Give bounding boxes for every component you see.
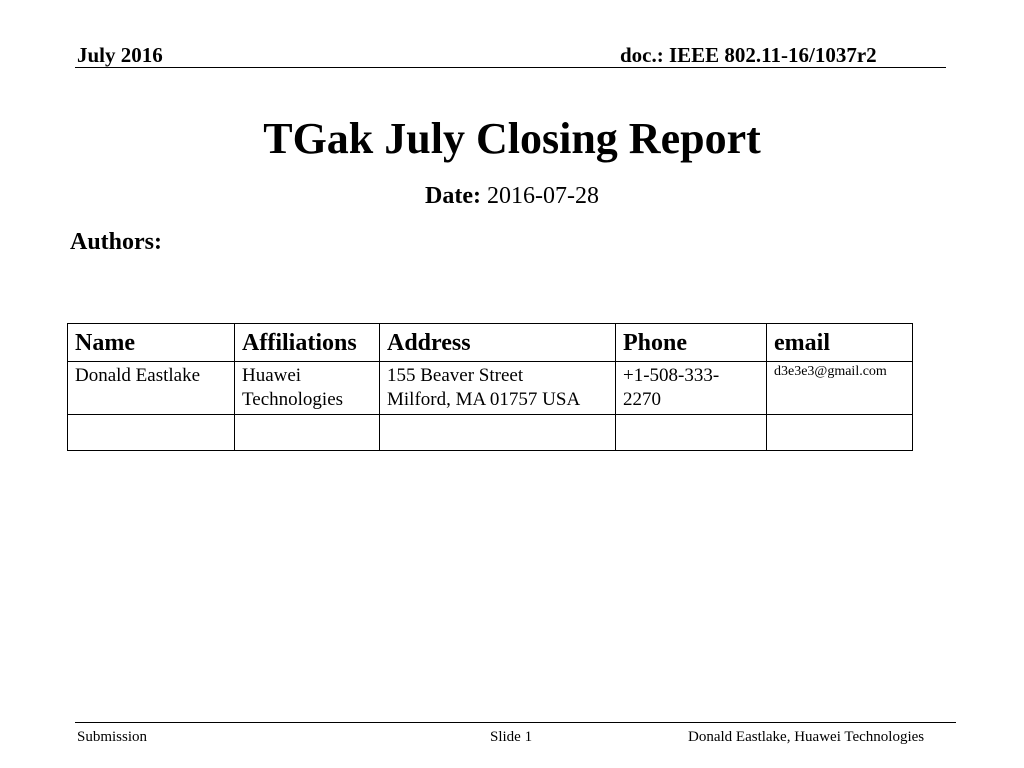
date-value: 2016-07-28	[486, 183, 599, 209]
column-header-address: Address	[380, 324, 616, 362]
table-header-row	[68, 324, 913, 362]
column-header-affiliations: Affiliations	[235, 324, 380, 362]
footer-slide-number: Slide 1	[490, 729, 533, 745]
footer-submission: Submission	[77, 729, 148, 745]
author-name-cell: Donald Eastlake	[68, 362, 235, 415]
header-date: July 2016	[77, 43, 163, 67]
footer-divider	[75, 722, 956, 723]
authors-table	[67, 323, 913, 451]
affiliation-line-1: Huawei	[242, 365, 302, 386]
authors-label: Authors:	[70, 229, 163, 255]
phone-line-2: 2270	[623, 389, 661, 410]
slide-title: TGak July Closing Report	[263, 114, 761, 163]
author-email-cell: d3e3e3@gmail.com	[767, 362, 913, 415]
author-phone-cell	[616, 362, 767, 415]
address-line-2: Milford, MA 01757 USA	[387, 389, 581, 410]
table-row	[68, 362, 913, 415]
column-header-name: Name	[68, 324, 235, 362]
address-line-1: 155 Beaver Street	[387, 365, 524, 386]
author-address-cell	[380, 362, 616, 415]
empty-cell	[68, 415, 235, 451]
header-divider	[75, 67, 946, 68]
empty-cell	[767, 415, 913, 451]
phone-line-1: +1-508-333-	[623, 365, 720, 386]
column-header-email: email	[767, 324, 913, 362]
table-row-empty	[68, 415, 913, 451]
footer-author: Donald Eastlake, Huawei Technologies	[688, 729, 925, 745]
affiliation-line-2: Technologies	[242, 389, 344, 410]
date-label: Date:	[425, 183, 481, 209]
empty-cell	[616, 415, 767, 451]
empty-cell	[380, 415, 616, 451]
empty-cell	[235, 415, 380, 451]
header-doc-id: doc.: IEEE 802.11-16/1037r2	[620, 43, 877, 67]
date-line	[0, 181, 1024, 211]
column-header-phone: Phone	[616, 324, 767, 362]
author-affiliation-cell	[235, 362, 380, 415]
